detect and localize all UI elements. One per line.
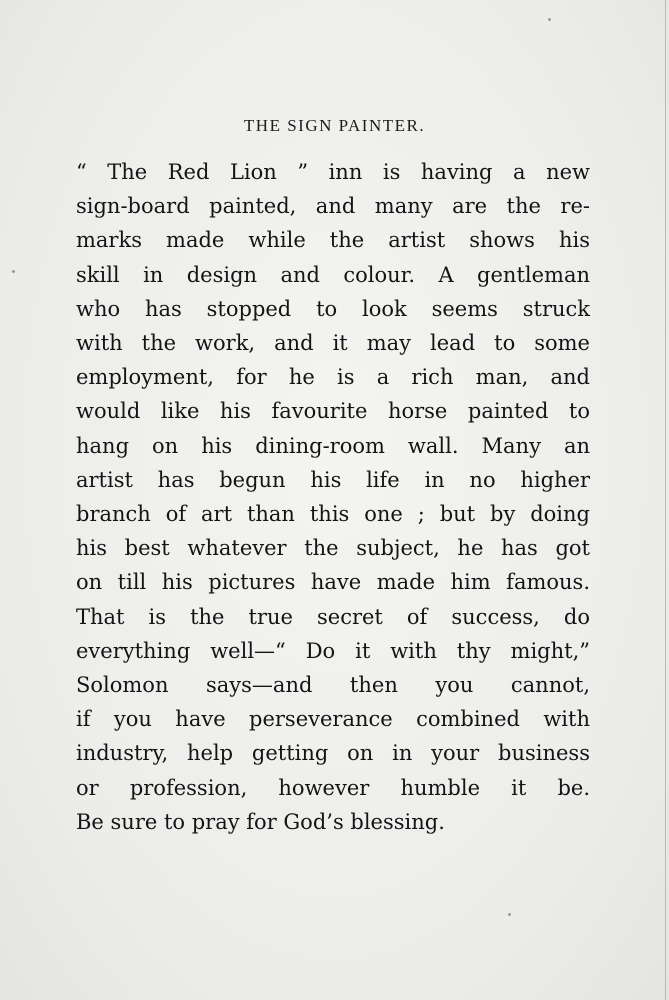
text-line: “ The Red Lion ” inn is having a new (76, 160, 590, 184)
text-line: would like his favourite horse painted to (76, 399, 590, 424)
text-line: Be sure to pray for God’s blessing. (76, 809, 445, 834)
text-line: marks made while the artist shows his (76, 228, 590, 253)
text-line: on till his pictures have made him famous. (76, 570, 590, 595)
body-paragraph (76, 155, 590, 839)
text-line: with the work, and it may lead to some (76, 331, 590, 356)
text-line: That is the true secret of success, do (76, 604, 590, 629)
text-line: artist has begun his life in no higher (76, 467, 590, 492)
paper-speck (548, 18, 551, 21)
text-line: who has stopped to look seems struck (76, 296, 590, 321)
text-line: everything well—“ Do it with thy might,” (76, 638, 590, 663)
text-line: his best whatever the subject, he has got (76, 536, 590, 561)
page-heading: THE SIGN PAINTER. (243, 116, 426, 135)
text-line: employment, for he is a rich man, and (76, 365, 590, 390)
page-edge-line (665, 0, 666, 1000)
text-line: Solomon says—and then you cannot, (76, 673, 590, 698)
text-line: industry, help getting on in your business (76, 741, 590, 766)
text-line: sign-board painted, and many are the re- (76, 194, 590, 219)
paper-speck (508, 913, 511, 916)
text-line: skill in design and colour. A gentleman (76, 262, 590, 287)
text-line: hang on his dining-room wall. Many an (76, 433, 590, 458)
text-line: or profession, however humble it be. (76, 775, 590, 800)
text-line: branch of art than this one ; but by doing (76, 502, 590, 527)
paper-speck (12, 270, 15, 273)
text-line: if you have perseverance combined with (76, 707, 590, 732)
